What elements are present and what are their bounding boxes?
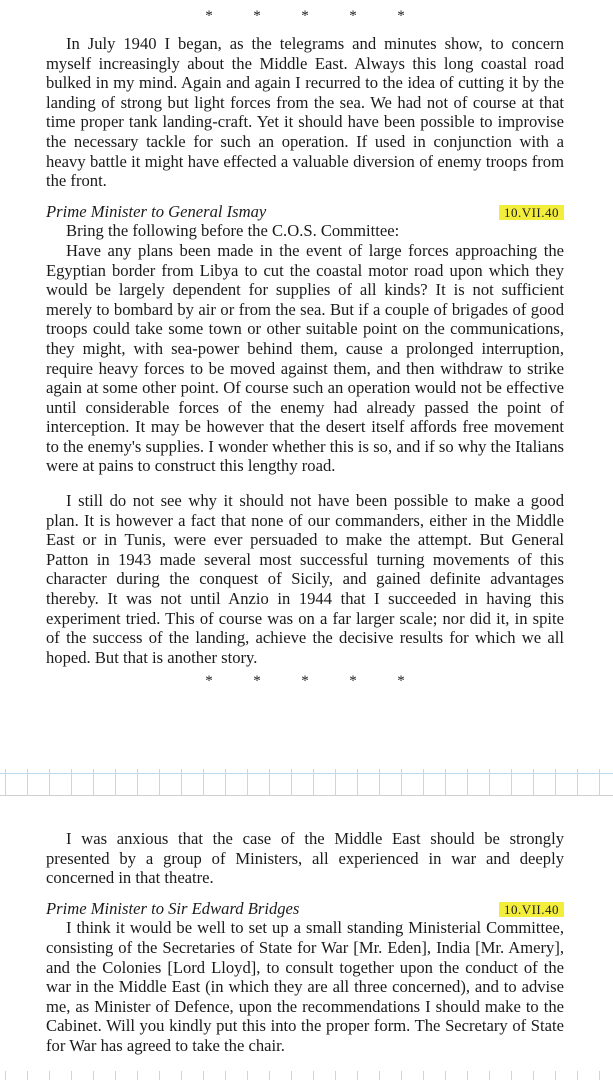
paragraph-reflection: I still do not see why it should not have been possible to make a good plan. It is however a fact that none of our commanders, either in the Middle East or in Tunis, were ever persuaded to make the attempt. But General Patton in 1943 made several most successful turning movements of this character during the conquest of Sicily, and gained definite advantages thereby. It was not until Anzio in 1944 that I succeeded in having this experiment tried. This of course was on a far larger scale; nor did it, in spite of the success of the landing, achieve the decisive results for which we all hoped. But that is another story.: [46, 491, 564, 667]
memo-heading-ismay: [46, 202, 564, 222]
paragraph-intro: In July 1940 I began, as the telegrams and minutes show, to concern myself increasingly about the Middle East. Always this long coastal road bulked in my mind. Again and again I recurred to the idea of cutting it by the landing of strong but light forces from the sea. We had not of course at that time proper tank landing-craft. Yet it should have been possible to improvise the necessary tackle for such an operation. If used in conjunction with a heavy battle it might have effected a valuable diversion of enemy troops from the front.: [46, 34, 564, 191]
memo-body-bridges: I think it would be well to set up a small standing Ministerial Committee, consisting of the Secretaries of State for War [Mr. Eden], India [Mr. Amery], and the Colonies [Lord Lloyd], to consult together upon the conduct of the war in the Middle East (in which they are all three concerned), and to advise me, as Minister of Defence, upon the recommendations I should make to the Cabinet. Will you kindly put this into the proper form. The Secretary of State for War has agreed to take the chair.: [46, 918, 564, 1055]
memo-date-highlight: 10.VII.40: [499, 902, 564, 917]
upper-text-block: [46, 8, 564, 689]
memo-recipient: Prime Minister to Sir Edward Bridges: [46, 898, 300, 918]
section-divider-middle: * * * * *: [205, 673, 405, 690]
section-divider-top: * * * * *: [205, 8, 405, 24]
paragraph-ministers: I was anxious that the case of the Middle East should be strongly presented by a group of Ministers, all experienced in war and deeply concerned in that theatre.: [46, 829, 564, 888]
memo-body-ismay: Have any plans been made in the event of large forces approaching the Egyptian border from Libya to cut the coastal motor road upon which they would be largely dependent for supplies of all kinds? It is not sufficient merely to bombard by air or from the sea. But if a couple of brigades of good troops could take some town or other suitable point on the communications, they might, with sea-power behind them, cause a prolonged interruption, require heavy forces to be moved against them, and then withdraw to strike again at some other point. Of course such an operation would not be effective until considerable forces of the enemy had already passed the point of interception. It may be however that the desert itself affords free movement to the enemy's supplies. I wonder whether this is so, and if so why the Italians were at pains to construct this lengthy road.: [46, 240, 564, 476]
memo-instruction: Bring the following before the C.O.S. Committee:: [66, 221, 400, 241]
memo-heading-bridges: [46, 899, 564, 919]
lower-text-block: [46, 829, 564, 1056]
memo-date-highlight: 10.VII.40: [499, 205, 564, 220]
memo-recipient: Prime Minister to General Ismay: [46, 201, 267, 221]
